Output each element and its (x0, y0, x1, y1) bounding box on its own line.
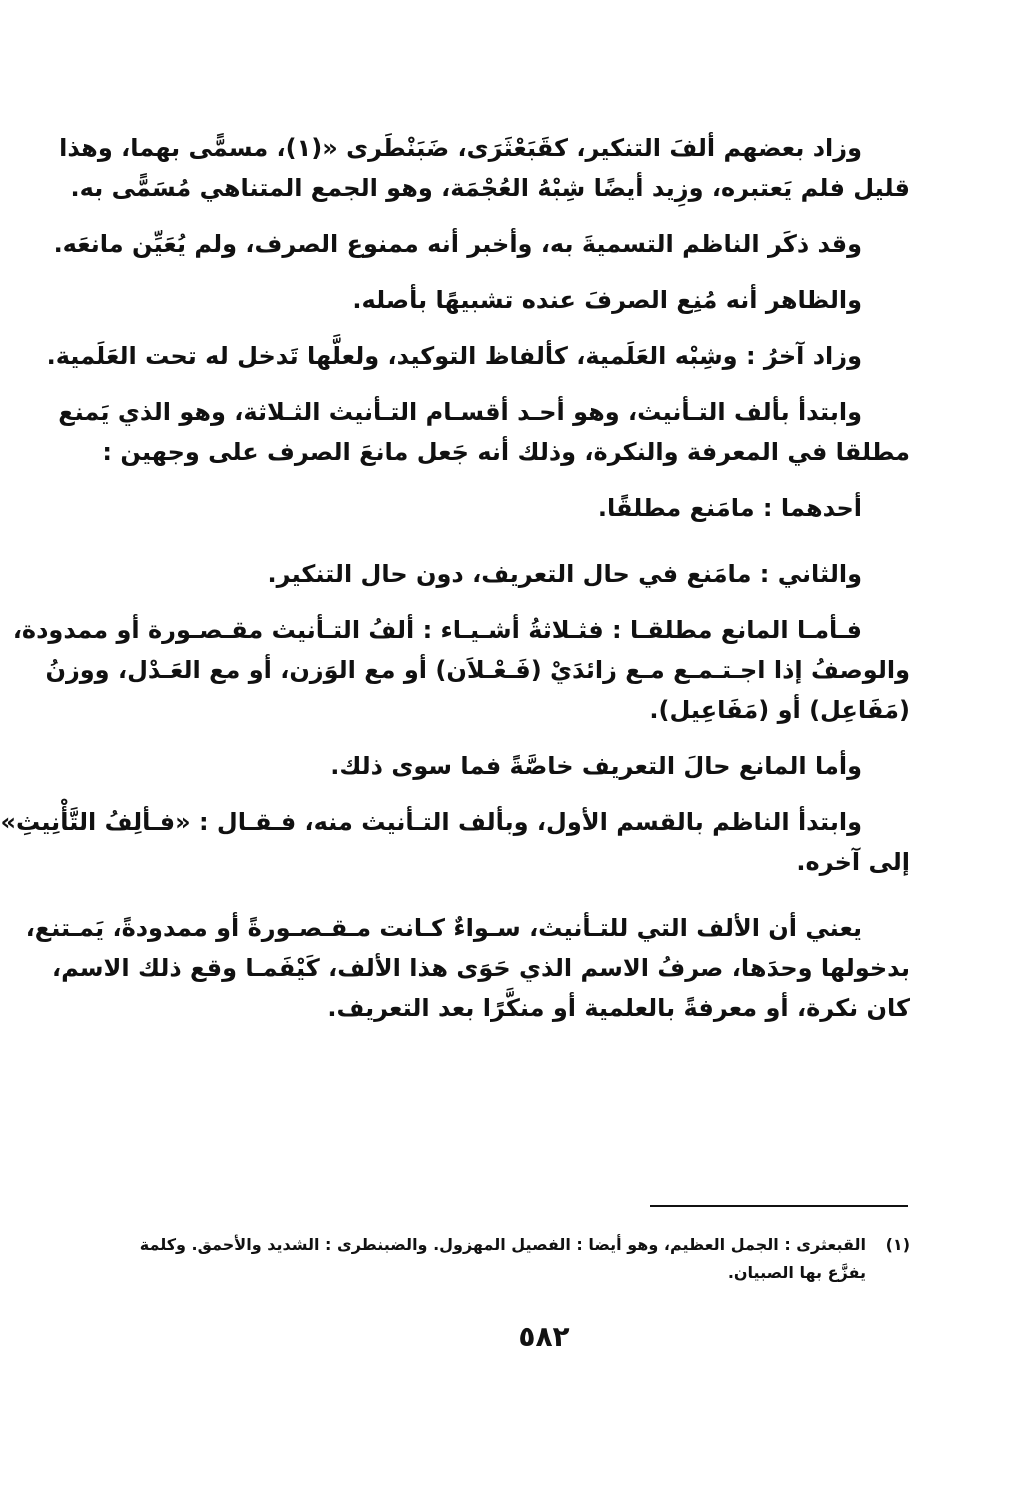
page-number: ٥٨٢ (518, 1320, 570, 1353)
footnote-continuation: يفزَّع بها الصبيان. (727, 1263, 866, 1282)
footnote (139, 1231, 910, 1287)
text-line: وابتدأ بألف التـأنيث، وهو أحـد أقسـام التـأنيث الثـلاثة، وهو الذي يَمنع (58, 398, 862, 426)
text-line: يعني أن الألف التي للتـأنيث، سـواءٌ كـانت مـقـصـورةً أو ممدودةً، يَمـتنع، (25, 914, 862, 942)
main-text (0, 128, 910, 1028)
text-line: مطلقا في المعرفة والنكرة، وذلك أنه جَعل مانعَ الصرف على وجهين : (102, 438, 910, 466)
text-line: أحدهما : مامَنع مطلقًا. (597, 494, 862, 522)
text-line: وابتدأ الناظم بالقسم الأول، وبألف التـأنيث منه، فـقـال : «فـألِفُ التَّأْنِيثِ» (0, 808, 862, 836)
text-line: وقد ذكَر الناظم التسميةَ به، وأخبر أنه ممنوع الصرف، ولم يُعَيِّن مانعَه. (53, 230, 862, 258)
text-line: والثاني : مامَنع في حال التعريف، دون حال التنكير. (267, 560, 862, 588)
text-line: وزاد آخرُ : وشِبْه العَلَمية، كألفاظ التوكيد، ولعلَّها تَدخل له تحت العَلَمية. (46, 342, 862, 370)
text-line: (مَفَاعِل) أو (مَفَاعِيل). (649, 696, 910, 724)
text-line: والظاهر أنه مُنِع الصرفَ عنده تشبيهًا بأصله. (352, 286, 862, 314)
text-line: وزاد بعضهم ألفَ التنكير، كقَبَعْثَرَى، ضَبَنْطَرى «(١)، مسمًّى بهما، وهذا (59, 134, 862, 162)
text-line: والوصفُ إذا اجـتـمـع مـع زائدَيْ (فَـعْـلاَن) أو مع الوَزن، أو مع العَـدْل، ووزنُ (45, 656, 910, 684)
footnote-line (139, 1231, 910, 1259)
text-line: فـأمـا المانع مطلقـا : فثـلاثةُ أشـيـاء : ألفُ التـأنيث مقـصـورة أو ممدودة، (12, 616, 862, 644)
text-line: إلى آخره. (796, 848, 910, 876)
text-line: بدخولها وحدَها، صرفُ الاسم الذي حَوَى هذا الألف، كَيْفَمـا وقع ذلك الاسم، (51, 954, 910, 982)
footnote-text: القبعثرى : الجمل العظيم، وهو أيضا : الفصيل المهزول. والضبنطرى : الشديد والأحمق. وكلمة (139, 1235, 866, 1254)
text-line: كان نكرة، أو معرفةً بالعلمية أو منكَّرًا بعد التعريف. (327, 994, 910, 1022)
text-line: وأما المانع حالَ التعريف خاصَّةً فما سوى ذلك. (330, 752, 862, 780)
footnote-divider (650, 1205, 908, 1207)
text-line: قليل فلم يَعتبره، وزِيد أيضًا شِبْهُ العُجْمَة، وهو الجمع المتناهي مُسَمًّى به. (70, 174, 910, 202)
footnote-marker: (١) (885, 1235, 910, 1254)
